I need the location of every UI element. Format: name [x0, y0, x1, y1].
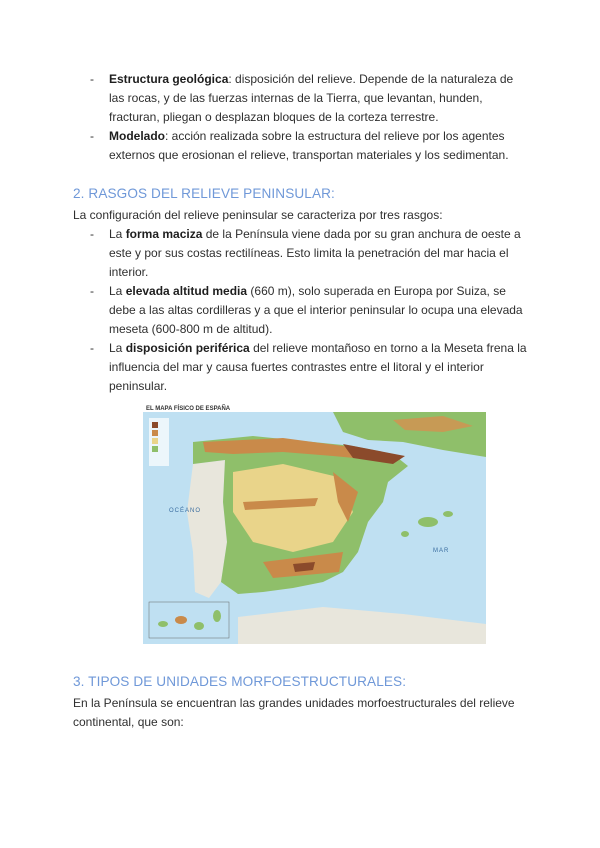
section-2-intro: La configuración del relieve peninsular se caracteriza por tres rasgos:: [73, 208, 443, 222]
list-item: - La disposición periférica del relieve montañoso en torno a la Meseta frena la influencia del mar y causa fuertes contrastes entre el litoral y el interior peninsular.: [90, 341, 527, 393]
top-definition-list: [90, 70, 530, 165]
list-item: - La forma maciza de la Península viene dada por su gran anchura de oeste a este y por sus costas rectilíneas. Esto limita la penetración del mar hacia el interior.: [90, 227, 521, 279]
physical-map-spain: [143, 402, 486, 644]
ibiza-island: [401, 531, 409, 537]
list-item: - Estructura geológica: disposición del relieve. Depende de la naturaleza de las rocas, y de las fuerzas internas de la Tierra, que levantan, hunden, fracturan, pliegan o desplazan bloques de la corteza terrestre.: [90, 72, 514, 124]
list-item: - La elevada altitud media (660 m), solo superada en Europa por Suiza, se debe a las altas cordilleras y a que el interior peninsular lo ocupa una elevada meseta (600-800 m de altitud).: [90, 284, 523, 336]
term-estructura: Estructura geológica: [109, 72, 229, 86]
mallorca-island: [418, 517, 438, 527]
section-3-heading: 3. TIPOS DE UNIDADES MORFOESTRUCTURALES:: [73, 674, 407, 689]
map-title: EL MAPA FÍSICO DE ESPAÑA: [146, 406, 231, 412]
list-item: - Modelado: acción realizada sobre la estructura del relieve por los agentes externos que erosionan el relieve, transportan materiales y los sedimentan.: [90, 129, 509, 162]
sea-label: MAR: [433, 548, 450, 554]
section-2-list: [90, 225, 530, 396]
ocean-label: OCÉANO: [169, 508, 202, 514]
section-3-intro: En la Península se encuentran las grandes unidades morfoestructurales del relieve continental, que son:: [73, 696, 515, 729]
menorca-island: [443, 511, 453, 517]
section-2-heading: 2. RASGOS DEL RELIEVE PENINSULAR:: [73, 186, 335, 201]
term-modelado: Modelado: [109, 129, 165, 143]
